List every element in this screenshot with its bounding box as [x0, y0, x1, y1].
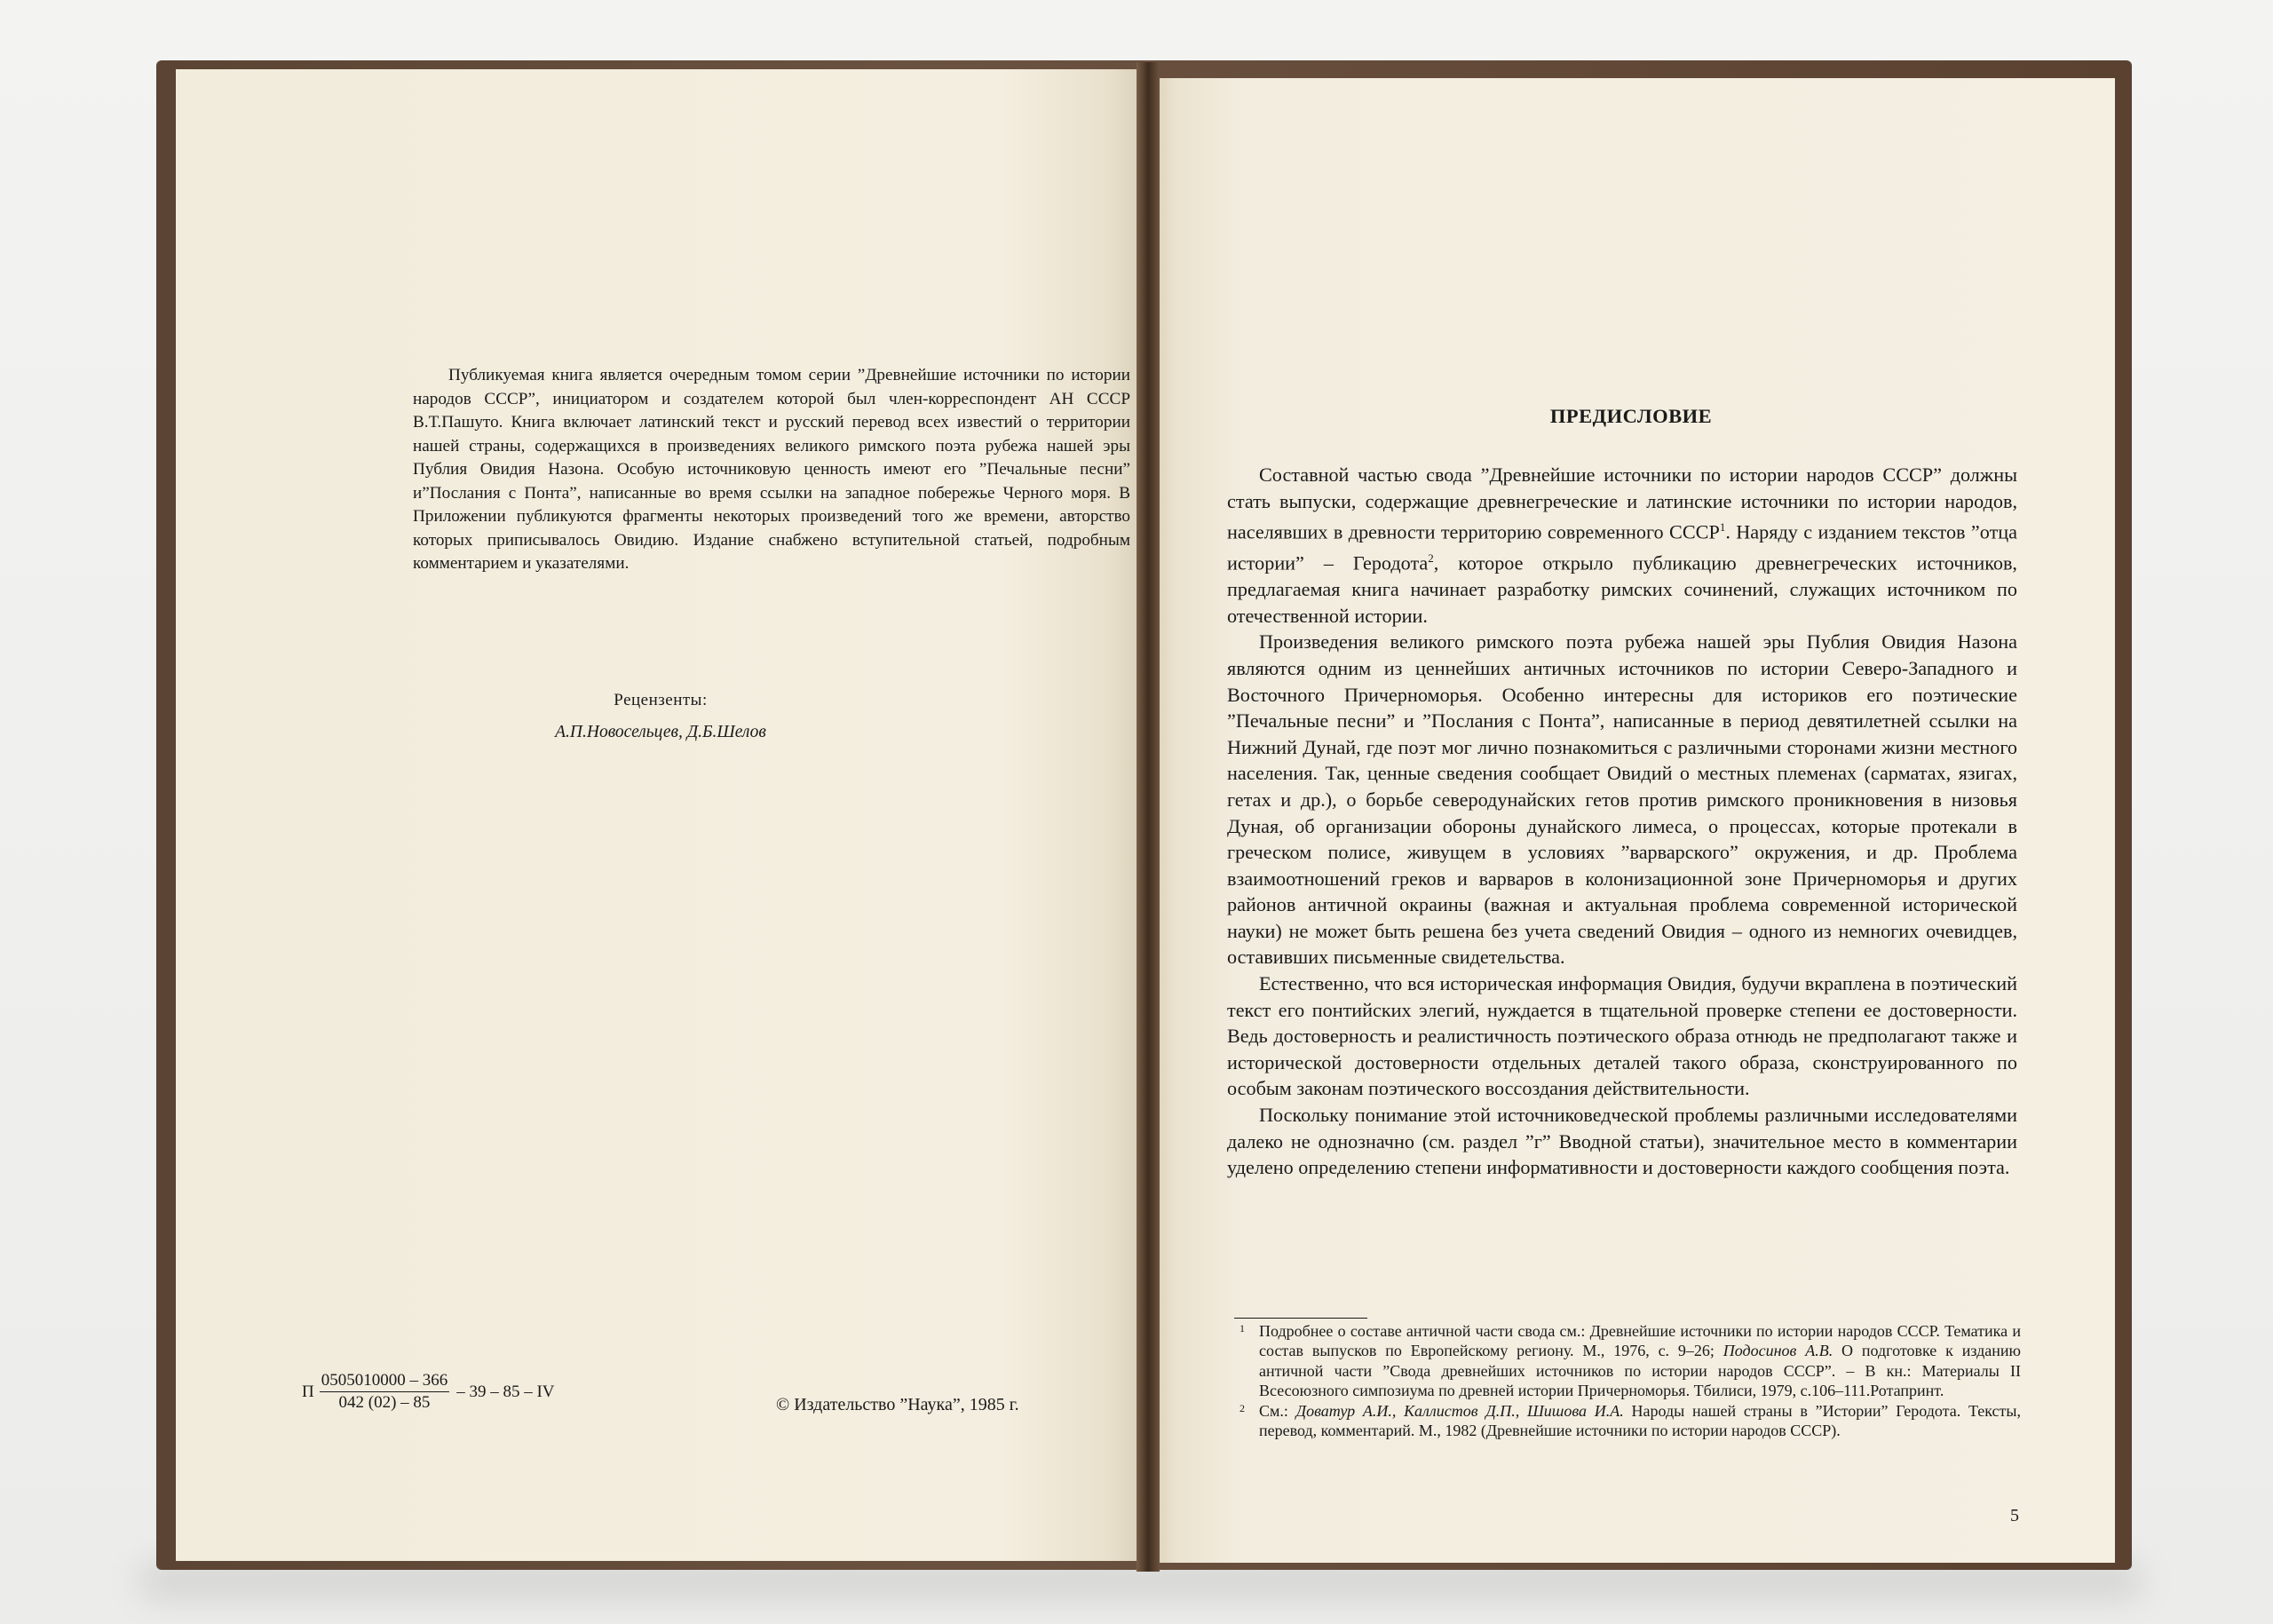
footnote-ref-1: 1	[1719, 520, 1726, 535]
footnote-1-author: Подосинов А.В.	[1723, 1342, 1833, 1360]
footnote-1-number: 1	[1239, 1322, 1245, 1335]
paragraph-1-part-c: , которое открыло публикацию древнегреческих источников, предлагаемая книга начинает разработку римских сочинений, служащих источником по отечественной истории.	[1227, 551, 2017, 627]
index-fraction	[320, 1370, 450, 1414]
footnote-1	[1239, 1321, 2021, 1401]
paragraph-1	[1227, 462, 2017, 629]
index-tail: – 39 – 85 – IV	[456, 1382, 555, 1401]
reviewers-names: А.П.Новосельцев, Д.Б.Шелов	[555, 723, 766, 741]
index-denominator: 042 (02) – 85	[338, 1393, 431, 1412]
preface-body	[1227, 462, 2017, 1181]
footnote-2-number: 2	[1239, 1401, 1245, 1414]
page-number: 5	[2010, 1506, 2019, 1525]
paragraph-2: Произведения великого римского поэта рубежа нашей эры Публия Овидия Назона являются одним из ценнейших античных источников по истории Северо-Западного и Восточного Причерноморья. Особенно интересны для историков его поэтические ”Печальные песни” и ”Послания с Понта”, написанные в период девятилетней ссылки на Нижний Дунай, где поэт мог лично познакомиться с различными сторонами жизни местного населения. Так, ценные сведения сообщает Овидий о местных племенах (сарматах, язигах, гетах и др.), о борьбе северодунайских гетов против римского проникновения в низовья Дуная, об организации обороны дунайского лимеса, о процессах, которые протекали в греческом полисе, живущем в условиях ”варварского” окружения, и др. Проблема взаимоотношений греков и варваров в колонизационной зоне Причерноморья и других районов античной окраины (важная и актуальная проблема современной исторической науки) не может быть решена без учета сведений Овидия – одного из немногих очевидцев, оставивших письменные свидетельства.	[1227, 630, 2017, 969]
index-numerator: 0505010000 – 366	[320, 1370, 450, 1392]
right-page	[1147, 78, 2115, 1563]
footnote-2-part-a: См.:	[1259, 1401, 1296, 1420]
publication-index-code	[302, 1370, 555, 1414]
paragraph-1-part-a: Составной частью свода ”Древнейшие источники по истории народов СССР” должны стать выпуски, содержащие древнегреческие и латинские источники по истории народов, населявших в древности территорию современного СССР	[1227, 463, 2017, 543]
copyright-notice: © Издательство ”Наука”, 1985 г.	[776, 1395, 1019, 1414]
book-abstract: Публикуемая книга является очередным томом серии ”Древнейшие источники по истории народов СССР”, инициатором и создателем которой был член-корреспондент АН СССР В.Т.Пашуто. Книга включает латинский текст и русский перевод всех известий о территории нашей страны, содержащихся в произведениях великого римского поэта рубежа нашей эры Публия Овидия Назона. Особую источниковую ценность имеют его ”Печальные песни” и”Послания с Понта”, написанные во время ссылки на западное побережье Черного моря. В Приложении публикуются фрагменты некоторых произведений того же времени, авторство которых приписывалось Овидию. Издание снабжено вступительной статьей, подробным комментарием и указателями.	[413, 366, 1130, 573]
footnotes	[1239, 1321, 2021, 1440]
footnote-ref-2: 2	[1428, 551, 1434, 566]
index-letter: П	[302, 1382, 314, 1401]
footnote-2	[1239, 1401, 2021, 1441]
paragraph-4: Поскольку понимание этой источниковедческой проблемы различными исследователями далеко не однозначно (см. раздел ”г” Вводной статьи), значительное место в комментарии уделено определению степени информативности и достоверности каждого сообщения поэта.	[1227, 1104, 2017, 1179]
paragraph-1-part-b: . Наряду с изданием текстов ”отца истории” – Геродота	[1227, 520, 2017, 574]
footnote-2-authors: Доватур А.И., Каллистов Д.П., Шишова И.А.	[1295, 1401, 1624, 1420]
left-page	[176, 69, 1145, 1561]
chapter-title: ПРЕДИСЛОВИЕ	[1549, 405, 1713, 427]
footnote-1-part-a: Подробнее о составе античной части свода см.: Древнейшие источники по истории народов СССР. Тематика и состав выпусков по Европейскому региону. М., 1976, с. 9–26;	[1259, 1322, 2021, 1360]
footnote-2-part-b: Народы нашей страны в ”Истории” Геродота. Тексты, перевод, комментарий. М., 1982 (Древнейшие источники по истории народов СССР).	[1259, 1401, 2021, 1440]
paragraph-3: Естественно, что вся историческая информация Овидия, будучи вкраплена в поэтический текст его понтийских элегий, нуждается в тщательной проверке степени ее достоверности. Ведь достоверность и реалистичность поэтического образа отнюдь не предполагают также и исторической достоверности отдельных деталей такого образа, сконструированного по особым законам поэтического воссоздания действительности.	[1227, 972, 2017, 1100]
footnote-1-part-b: О подготовке к изданию античной части ”Свода древнейших источников по истории народов СССР”. – В кн.: Материалы II Всесоюзного симпозиума по древней истории Причерноморья. Тбилиси, 1979, с.106–111.Ротапринт.	[1259, 1342, 2021, 1400]
reviewers-label: Рецензенты:	[614, 691, 708, 709]
footnote-divider	[1234, 1318, 1367, 1319]
book-gutter	[1136, 62, 1160, 1572]
